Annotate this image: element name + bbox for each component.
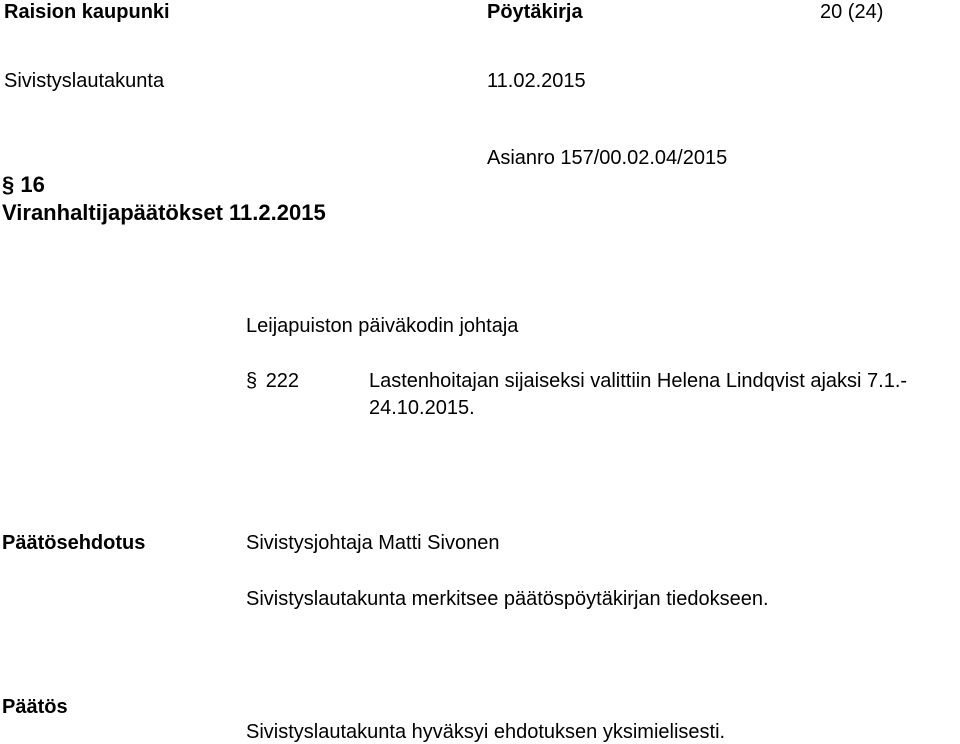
- document-type: Pöytäkirja: [487, 1, 583, 23]
- item-number: [246, 371, 299, 391]
- proposal-text: Sivistyslautakunta merkitsee päätöspöytäkirjan tiedokseen.: [246, 588, 769, 610]
- proposal-proposer: Sivistysjohtaja Matti Sivonen: [246, 532, 500, 554]
- item-text-line-2: 24.10.2015.: [369, 397, 475, 419]
- item-text-line-1: Lastenhoitajan sijaiseksi valittiin Helena Lindqvist ajaksi 7.1.-: [369, 370, 908, 392]
- section-symbol: §: [2, 172, 15, 197]
- page-number: 20 (24): [820, 1, 884, 23]
- section-title: Viranhaltijapäätökset 11.2.2015: [2, 200, 326, 225]
- decision-label: Päätös: [2, 696, 68, 718]
- decision-text: Sivistyslautakunta hyväksyi ehdotuksen yksimielisesti.: [246, 721, 726, 743]
- case-number: Asianro 157/00.02.04/2015: [487, 147, 728, 169]
- section-number: [2, 174, 45, 196]
- item-symbol: §: [246, 370, 258, 392]
- committee-name: Sivistyslautakunta: [4, 70, 165, 92]
- meeting-date: 11.02.2015: [487, 70, 586, 92]
- subsection-title: Leijapuiston päiväkodin johtaja: [246, 315, 519, 337]
- item-number-value: 222: [265, 370, 300, 392]
- section-number-value: 16: [20, 172, 45, 197]
- organization-name: Raision kaupunki: [4, 1, 170, 23]
- proposal-label: Päätösehdotus: [2, 532, 146, 554]
